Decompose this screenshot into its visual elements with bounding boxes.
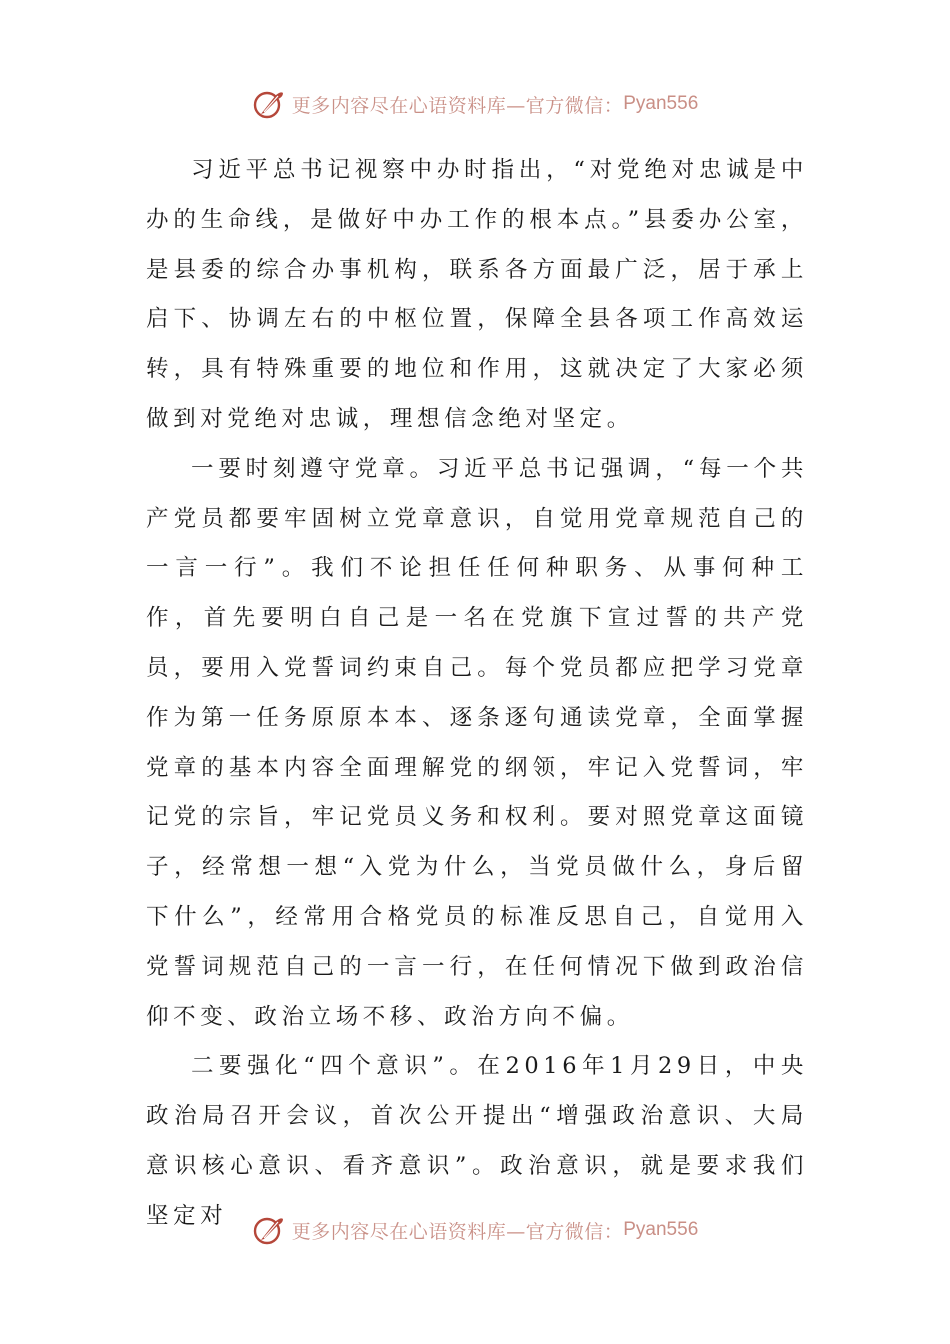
- watermark-header: [0, 82, 950, 126]
- paragraph-2: 一要时刻遵守党章。习近平总书记强调，“每一个共产党员都要牢固树立党章意识，自觉用党章规范自己的一言一行”。我们不论担任任何种职务、从事何种工作，首先要明白自己是一名在党旗下宣过誓的共产党员，要用入党誓词约束自己。每个党员都应把学习党章作为第一任务原原本本、逐条逐句通读党章，全面掌握党章的基本内容全面理解党的纲领，牢记入党誓词，牢记党的宗旨，牢记党员义务和权利。要对照党章这面镜子，经常想一想“入党为什么，当党员做什么，身后留下什么”，经常用合格党员的标准反思自己，自觉用入党誓词规范自己的一言一行，在任何情况下做到政治信仰不变、政治立场不移、政治方向不偏。: [146, 455, 808, 1030]
- document-body: [146, 146, 808, 1242]
- watermark-text: 更多内容尽在心语资料库—官方微信：: [291, 1220, 624, 1243]
- quill-pen-circle-icon: [252, 1213, 286, 1247]
- paragraph-3: 二要强化“四个意识”。在2016年1月29日，中央政治局召开会议，首次公开提出“增强政治意识、大局意识核心意识、看齐意识”。政治意识，就是要求我们坚定对: [146, 1053, 808, 1229]
- paragraph-1: 习近平总书记视察中办时指出，“对党绝对忠诚是中办的生命线，是做好中办工作的根本点。”县委办公室，是县委的综合办事机构，联系各方面最广泛，居于承上启下、协调左右的中枢位置，保障全县各项工作高效运转，具有特殊重要的地位和作用，这就决定了大家必须做到对党绝对忠诚，理想信念绝对坚定。: [146, 157, 808, 432]
- watermark-text: 更多内容尽在心语资料库—官方微信：: [291, 94, 624, 117]
- quill-pen-circle-icon: [252, 87, 286, 121]
- watermark-footer: [0, 1208, 950, 1252]
- watermark-wechat-id: Pyan556: [623, 93, 699, 114]
- watermark-wechat-id: Pyan556: [623, 1219, 699, 1240]
